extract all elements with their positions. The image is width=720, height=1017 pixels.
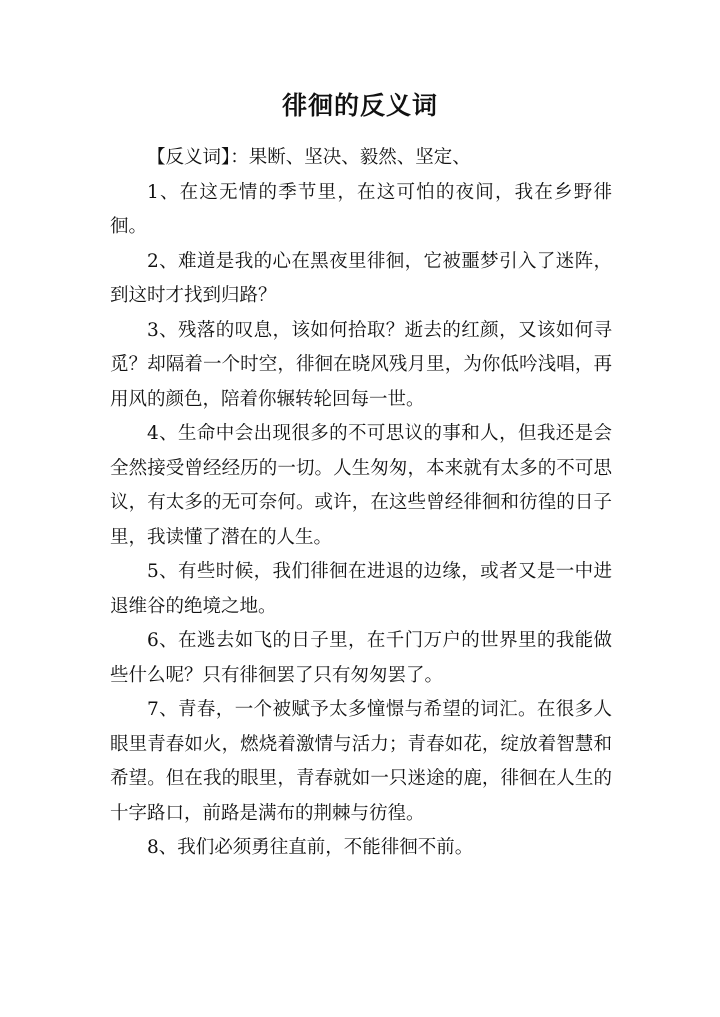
example-sentence-7: 7、青春，一个被赋予太多憧憬与希望的词汇。在很多人眼里青春如火，燃烧着激情与活力；青春如花，绽放着智慧和希望。但在我的眼里，青春就如一只迷途的鹿，徘徊在人生的十字路口，前路是满布的荆棘与彷徨。 bbox=[110, 699, 612, 824]
example-sentence-2: 2、难道是我的心在黑夜里徘徊，它被噩梦引入了迷阵，到这时才找到归路？ bbox=[110, 250, 612, 306]
example-sentence-4: 4、生命中会出现很多的不可思议的事和人，但我还是会全然接受曾经经历的一切。人生匆匆，本来就有太多的不可思议，有太多的无可奈何。或许，在这些曾经徘徊和彷徨的日子里，我读懂了潜在的人生。 bbox=[110, 423, 612, 548]
document-title: 徘徊的反义词 bbox=[281, 91, 438, 120]
document-body bbox=[110, 141, 612, 866]
example-sentence-5: 5、有些时候，我们徘徊在进退的边缘，或者又是一中进退维谷的绝境之地。 bbox=[110, 561, 612, 617]
example-sentence-1: 1、在这无情的季节里，在这可怕的夜间，我在乡野徘徊。 bbox=[110, 181, 612, 237]
antonyms-line: 【反义词】：果断、坚决、毅然、坚定、 bbox=[147, 147, 471, 168]
example-sentence-6: 6、在逃去如飞的日子里，在千门万户的世界里的我能做些什么呢？只有徘徊罢了只有匆匆罢了。 bbox=[110, 630, 612, 686]
example-sentence-8: 8、我们必须勇往直前，不能徘徊不前。 bbox=[147, 837, 474, 858]
example-sentence-3: 3、残落的叹息，该如何拾取？逝去的红颜，又该如何寻觅？却隔着一个时空，徘徊在晓风残月里，为你低吟浅唱，再用风的颜色，陪着你辗转轮回每一世。 bbox=[110, 319, 612, 410]
